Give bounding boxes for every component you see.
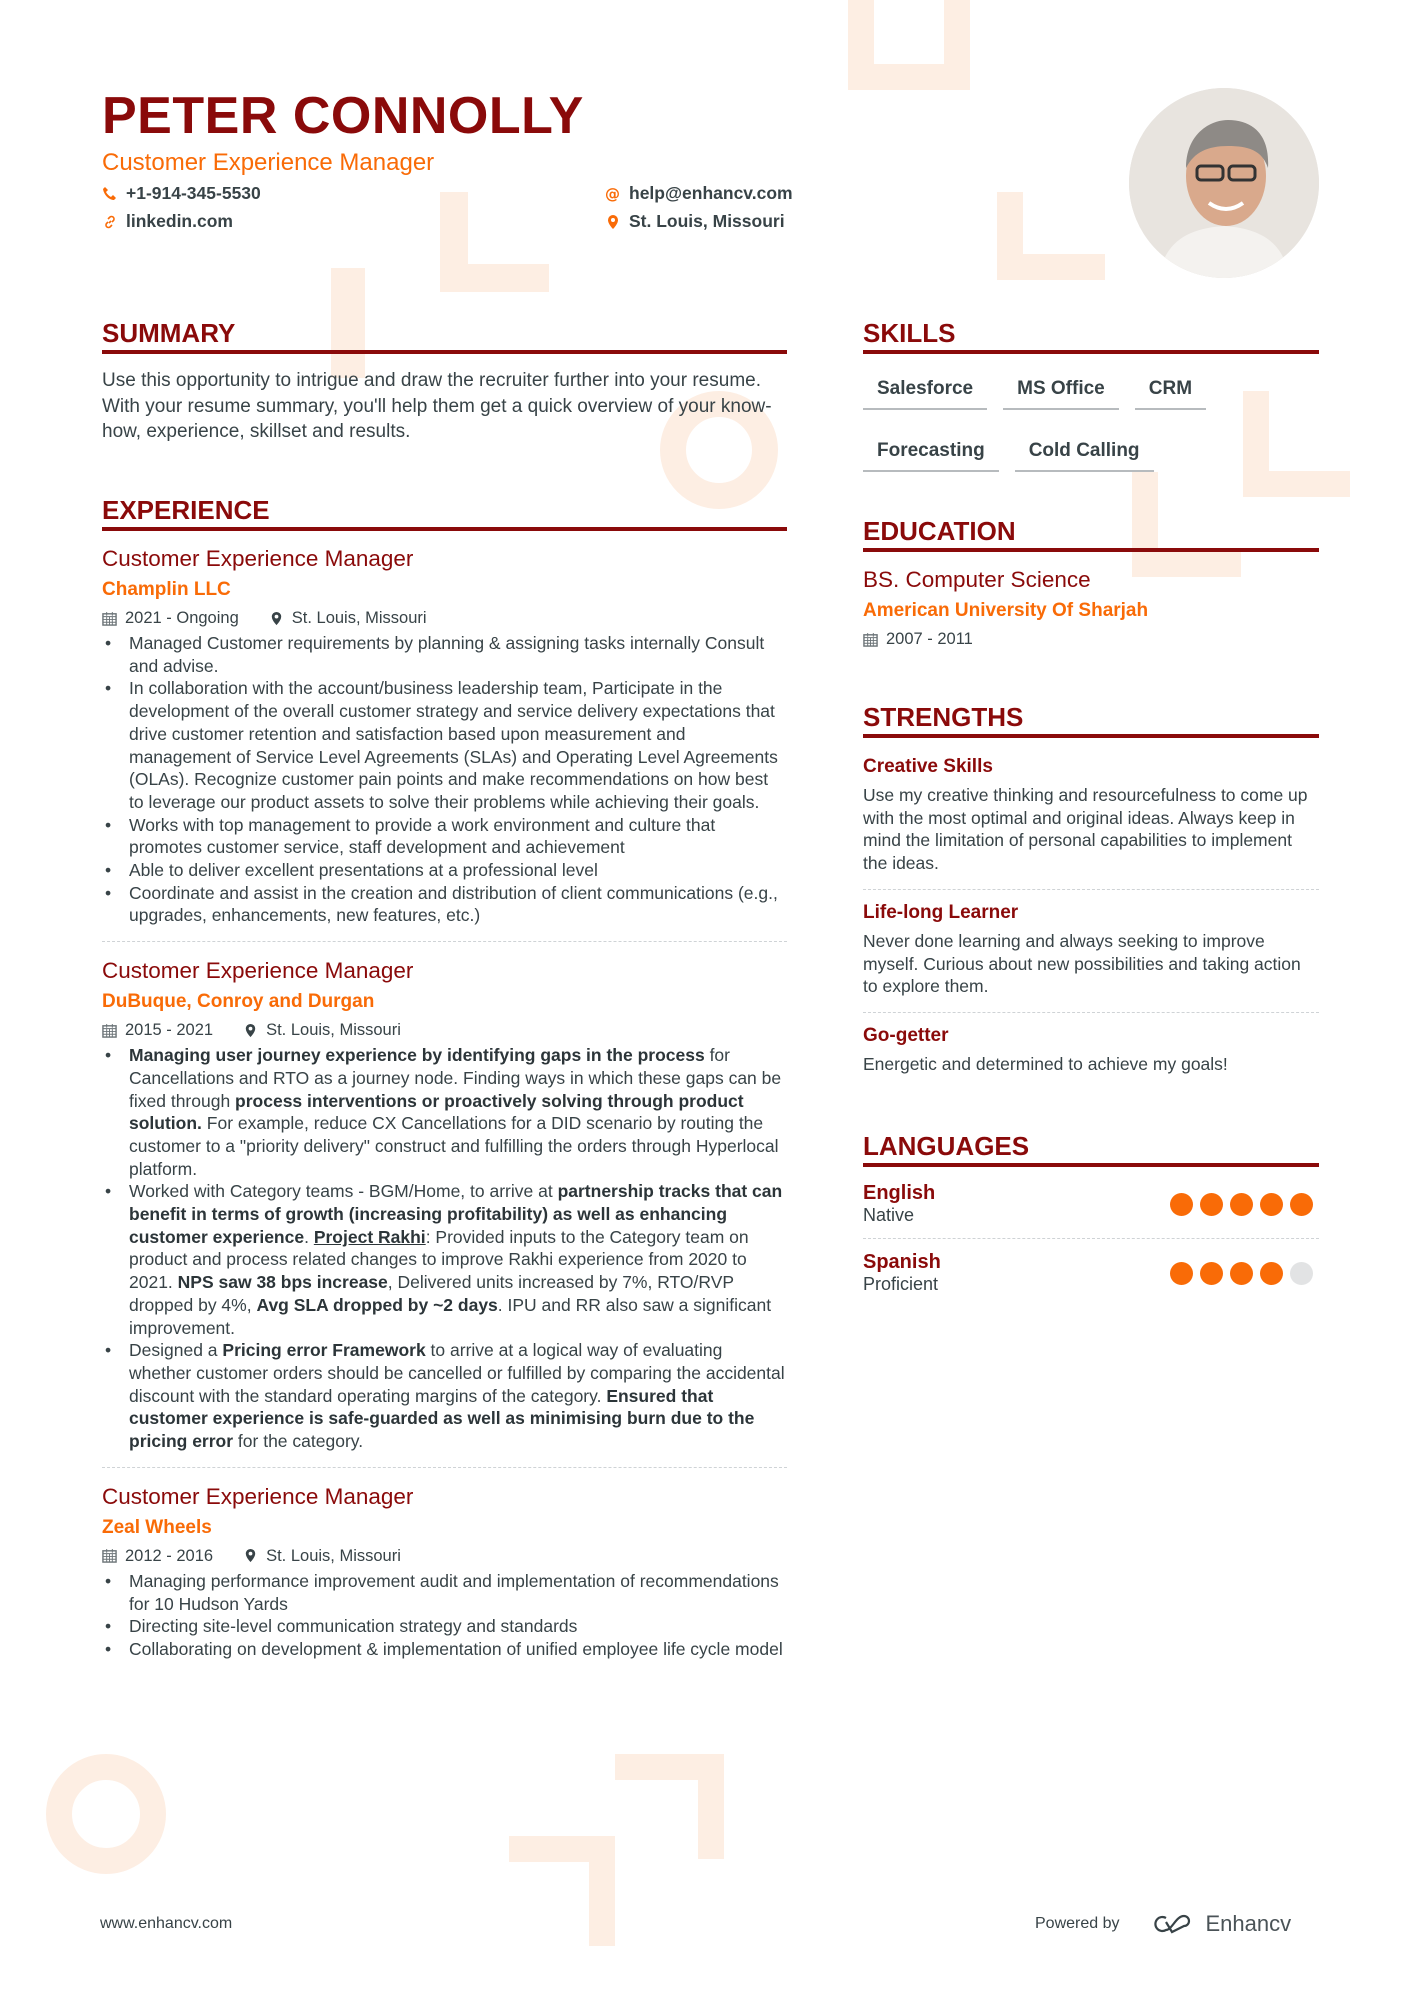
strengths-heading: STRENGTHS: [863, 702, 1319, 738]
company-name: DuBuque, Conroy and Durgan: [102, 991, 375, 1013]
experience-heading: EXPERIENCE: [102, 495, 787, 531]
education-heading: EDUCATION: [863, 516, 1319, 552]
bullet-text: Managed Customer requirements by planning & assigning tasks internally Consult and advise.: [129, 633, 765, 676]
profile-photo: [1129, 88, 1319, 278]
language-level: Native: [863, 1205, 915, 1225]
job-title: Customer Experience Manager: [102, 1483, 414, 1509]
rating-dot: [1200, 1262, 1223, 1285]
at-icon: [605, 186, 621, 202]
decor-ring: [46, 1754, 166, 1874]
skill-tag: CRM: [1135, 372, 1206, 410]
rating-dot: [1170, 1262, 1193, 1285]
link-contact[interactable]: [102, 211, 233, 232]
skill-tag: MS Office: [1003, 372, 1119, 410]
location-contact: [605, 211, 785, 232]
link-icon: [102, 214, 118, 230]
company-name: Champlin LLC: [102, 579, 231, 600]
bullet-text: for the category.: [233, 1431, 364, 1452]
bullet-text: Able to deliver excellent presentations at a professional level: [129, 860, 598, 881]
language-rating: [1170, 1262, 1313, 1285]
summary-text: Use this opportunity to intrigue and draw the recruiter further into your resume. With your resume summary, you'll help them get a quick overview of your know-how, experience, skillset and results.: [102, 370, 772, 443]
strength-description: Never done learning and always seeking to improve myself. Curious about new possibilities and taking action to explore them.: [863, 930, 1301, 997]
strength-description: Use my creative thinking and resourcefulness to come up with the most optimal and original ideas. Always keep in mind the limitation of personal capabilities to implement the ideas.: [863, 785, 1308, 874]
bullet-text: partnership tracks that can benefit in terms of growth (increasing profitability) as well as enhancing customer experience: [129, 1181, 783, 1247]
decor-shape: [997, 192, 1105, 280]
job-bullet: [102, 1044, 787, 1180]
language-item: [863, 1170, 1319, 1239]
bullet-text: , Delivered units increased by 7%, RTO/RVP dropped by 4%,: [129, 1272, 734, 1315]
phone-text: +1-914-345-5530: [126, 183, 261, 203]
degree: BS. Computer Science: [863, 567, 1091, 592]
language-rating: [1170, 1193, 1313, 1216]
bullet-text: for Cancellations and RTO as a journey node. Finding ways in which these gaps can be fixed through: [129, 1045, 782, 1111]
strength-item: [863, 890, 1319, 1013]
job-dates: 2012 - 2016: [125, 1546, 214, 1565]
strength-item: [863, 744, 1319, 890]
job-bullet: [102, 814, 787, 859]
bullet-text: to arrive at a logical way of evaluating whether customer orders should be cancelled or fulfilled by comparing the accidental discount with the standard operating margins of the category.: [129, 1340, 785, 1406]
decor-shape: [509, 1836, 615, 1946]
strength-item: [863, 1013, 1319, 1090]
enhancv-logo-icon: [1148, 1912, 1194, 1936]
rating-dot: [1290, 1193, 1313, 1216]
job-title: Customer Experience Manager: [102, 546, 414, 571]
bullet-text: .: [304, 1226, 314, 1247]
phone-icon: [102, 186, 118, 202]
location-pin-icon: [243, 1548, 258, 1563]
linkedin-link[interactable]: linkedin.com: [126, 211, 233, 231]
experience-entry: [102, 544, 787, 941]
bullet-text: : Provided inputs to the Category team on product and process related changes to improve Rakhi experience from 2020 to 2021.: [129, 1226, 749, 1293]
bullet-text: . IPU and RR also saw a significant improvement.: [129, 1294, 772, 1338]
job-bullet: [102, 1638, 787, 1661]
calendar-icon: [102, 1548, 117, 1563]
location-pin-icon: [269, 611, 284, 626]
location-text: St. Louis, Missouri: [629, 211, 785, 231]
job-bullet: [102, 882, 787, 927]
summary-heading: SUMMARY: [102, 318, 787, 354]
calendar-icon: [102, 611, 117, 626]
bullet-text: Directing site-level communication strategy and standards: [129, 1616, 578, 1637]
bullet-text: In collaboration with the account/business leadership team, Participate in the development of the overall customer strategy and service delivery expectations that drive customer retention and satisfaction based upon measurement and management of Service Level Agreements (SLAs) and Operating Level Agreements (OLAs). Recognize customer pain points and make recommendations on how best to leverage our product assets to solve their problems while achieving their goals.: [129, 678, 778, 812]
job-location: St. Louis, Missouri: [266, 1546, 401, 1565]
skill-tag: Cold Calling: [1015, 434, 1154, 472]
rating-dot: [1230, 1262, 1253, 1285]
job-bullet: [102, 1570, 787, 1615]
bullet-text: Avg SLA dropped by ~2 days: [256, 1294, 498, 1315]
skill-tag: Forecasting: [863, 434, 999, 472]
job-location: St. Louis, Missouri: [291, 609, 427, 627]
language-item: [863, 1239, 1319, 1307]
rating-dot: [1290, 1262, 1313, 1285]
language-level: Proficient: [863, 1274, 939, 1294]
skill-tag: Salesforce: [863, 372, 987, 410]
job-bullet: [102, 632, 787, 677]
location-pin-icon: [243, 1023, 258, 1038]
job-location: St. Louis, Missouri: [266, 1021, 401, 1040]
education-dates: 2007 - 2011: [886, 630, 973, 648]
experience-list: [102, 544, 787, 1675]
footer-url[interactable]: www.enhancv.com: [100, 1915, 233, 1932]
bullet-text: Managing user journey experience by identifying gaps in the process: [129, 1045, 705, 1066]
enhancv-brand: Enhancv: [1205, 1911, 1292, 1936]
job-dates: 2015 - 2021: [125, 1021, 214, 1040]
job-bullet: [102, 1339, 787, 1453]
candidate-name: PETER CONNOLLY: [102, 87, 584, 145]
skills-list: [863, 372, 1319, 472]
languages-heading: LANGUAGES: [863, 1131, 1319, 1167]
phone-contact: [102, 183, 261, 204]
strengths-list: [863, 744, 1319, 1090]
rating-dot: [1260, 1262, 1283, 1285]
experience-entry: [102, 1467, 787, 1675]
bullet-text: For example, reduce CX Cancellations for a DID scenario by routing the customer to a "priority delivery" construct and fulfilling the orders through Hyperlocal platform.: [129, 1113, 779, 1179]
job-bullet: [102, 677, 787, 813]
school: American University Of Sharjah: [863, 600, 1149, 621]
rating-dot: [1260, 1193, 1283, 1216]
strength-name: Creative Skills: [863, 756, 993, 777]
job-bullet: [102, 859, 787, 882]
rating-dot: [1200, 1193, 1223, 1216]
bullet-text: Project Rakhi: [313, 1226, 426, 1247]
decor-shape: [615, 1754, 724, 1859]
bullet-text: Collaborating on development & implementation of unified employee life cycle model: [129, 1638, 783, 1659]
email-contact[interactable]: [605, 183, 793, 204]
bullet-text: NPS saw 38 bps increase: [177, 1272, 388, 1293]
bullet-text: Pricing error Framework: [222, 1340, 426, 1361]
powered-by-text: Powered by: [1035, 1915, 1120, 1932]
languages-list: [863, 1170, 1319, 1307]
powered-by: [1035, 1911, 1291, 1937]
decor-shape: [440, 192, 549, 292]
bullet-text: Coordinate and assist in the creation and distribution of client communications (e.g., upgrades, enhancements, new features, etc.): [129, 882, 778, 926]
bullet-text: Managing performance improvement audit and implementation of recommendations for 10 Hudson Yards: [129, 1570, 779, 1614]
language-name: Spanish: [863, 1251, 941, 1273]
company-name: Zeal Wheels: [102, 1516, 212, 1538]
strength-name: Go-getter: [863, 1024, 949, 1046]
strength-description: Energetic and determined to achieve my goals!: [863, 1053, 1228, 1074]
job-bullet: [102, 1615, 787, 1638]
rating-dot: [1170, 1193, 1193, 1216]
candidate-title: Customer Experience Manager: [102, 149, 435, 176]
job-title: Customer Experience Manager: [102, 958, 414, 984]
bullet-text: Works with top management to provide a work environment and culture that promotes customer service, staff development and achievement: [129, 814, 716, 858]
bullet-text: Worked with Category teams - BGM/Home, to arrive at: [129, 1181, 558, 1202]
education-entry: [863, 565, 1319, 653]
calendar-icon: [863, 632, 878, 647]
rating-dot: [1230, 1193, 1253, 1216]
bullet-text: Designed a: [129, 1340, 223, 1361]
bullet-text: Ensured that customer experience is safe-guarded as well as minimising burn due to the pricing error: [129, 1385, 755, 1452]
job-dates: 2021 - Ongoing: [125, 609, 239, 627]
language-name: English: [863, 1182, 936, 1204]
svg-text:@: @: [605, 185, 620, 202]
decor-shape: [848, 0, 970, 90]
bullet-text: process interventions or proactively solving through product solution.: [129, 1090, 744, 1134]
strength-name: Life-long Learner: [863, 901, 1019, 923]
experience-entry: [102, 941, 787, 1467]
email-link[interactable]: help@enhancv.com: [629, 183, 793, 203]
job-bullet: [102, 1180, 787, 1339]
skills-heading: SKILLS: [863, 318, 1319, 354]
location-pin-icon: [605, 214, 621, 230]
calendar-icon: [102, 1023, 117, 1038]
